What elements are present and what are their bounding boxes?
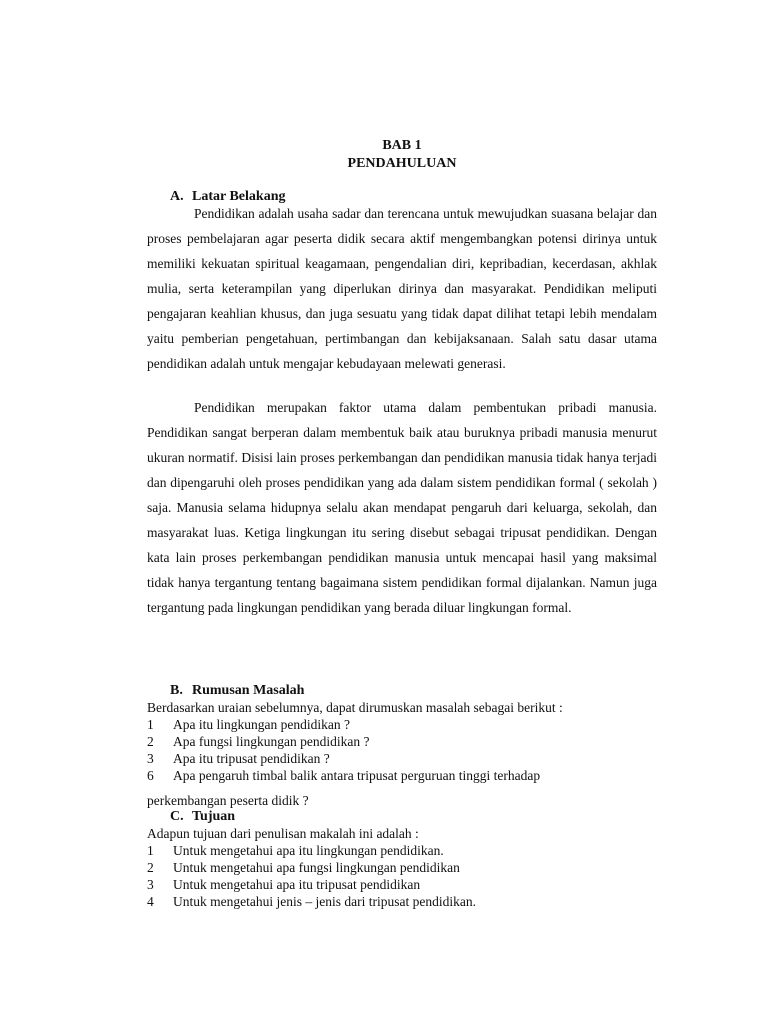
paragraph-1-text: Pendidikan adalah usaha sadar dan terencana untuk mewujudkan suasana belajar dan proses pembelajaran agar peserta didik secara aktif mengembangkan potensi dirinya untuk memiliki kekuatan spiritual keagamaan, pengendalian diri, kepribadian, kecerdasan, akhlak mulia, serta keterampilan yang diperlukan dirinya dan masyarakat. Pendidikan meliputi pengajaran keahlian khusus, dan juga sesuatu yang tidak dapat dilihat tetapi lebih mendalam yaitu pemberian pengetahuan, pertimbangan dan kebijaksanaan. Salah satu dasar utama pendidikan adalah untuk mengajar kebudayaan melewati generasi. xyxy=(147,206,657,371)
list-text: Apa pengaruh timbal balik antara tripusat perguruan tinggi terhadap xyxy=(173,768,541,783)
objective-list xyxy=(147,843,657,911)
list-number: 1 xyxy=(147,717,154,732)
list-number: 6 xyxy=(147,768,154,783)
list-text: Apa itu lingkungan pendidikan ? xyxy=(173,717,350,732)
list-number: 1 xyxy=(147,843,154,858)
list-item xyxy=(147,734,657,751)
list-text: Untuk mengetahui jenis – jenis dari tripusat pendidikan. xyxy=(173,894,476,909)
section-c-intro: Adapun tujuan dari penulisan makalah ini adalah : xyxy=(147,826,419,841)
section-b-intro: Berdasarkan uraian sebelumnya, dapat dirumuskan masalah sebagai berikut : xyxy=(147,700,563,715)
section-b-title: Rumusan Masalah xyxy=(192,683,305,698)
list-item xyxy=(147,877,657,894)
chapter-title: BAB 1 xyxy=(382,138,422,153)
problem-list xyxy=(147,717,657,785)
list-item xyxy=(147,860,657,877)
list-number: 3 xyxy=(147,877,154,892)
list-text: Apa itu tripusat pendidikan ? xyxy=(173,751,330,766)
list-number: 2 xyxy=(147,734,154,749)
list-text: Untuk mengetahui apa itu lingkungan pendidikan. xyxy=(173,843,444,858)
section-a-letter: A. xyxy=(170,189,184,204)
section-c-title: Tujuan xyxy=(192,809,236,824)
list-text: Apa fungsi lingkungan pendidikan ? xyxy=(173,734,370,749)
list-item xyxy=(147,768,657,785)
list-number: 3 xyxy=(147,751,154,766)
list-continuation: perkembangan peserta didik ? xyxy=(147,793,309,808)
list-number: 4 xyxy=(147,894,154,909)
list-text: Untuk mengetahui apa fungsi lingkungan pendidikan xyxy=(173,860,460,875)
list-text: Untuk mengetahui apa itu tripusat pendidikan xyxy=(173,877,421,892)
chapter-subtitle: PENDAHULUAN xyxy=(347,156,457,171)
paragraph-2-text: Pendidikan merupakan faktor utama dalam pembentukan pribadi manusia. Pendidikan sangat berperan dalam membentuk baik atau buruknya pribadi manusia menurut ukuran normatif. Disisi lain proses perkembangan dan pendidikan manusia tidak hanya terjadi dan dipengaruhi oleh proses pendidikan yang ada dalam sistem pendidikan formal ( sekolah ) saja. Manusia selama hidupnya selalu akan mendapat pengaruh dari keluarga, sekolah, dan masyarakat luas. Ketiga lingkungan itu sering disebut sebagai tripusat pendidikan. Dengan kata lain proses perkembangan pendidikan manusia untuk mencapai hasil yang maksimal tidak hanya tergantung tentang bagaimana sistem pendidikan formal dijalankan. Namun juga tergantung pada lingkungan pendidikan yang berada diluar lingkungan formal. xyxy=(147,400,657,615)
section-a-paragraph-1 xyxy=(147,201,657,376)
section-c-letter: C. xyxy=(170,809,184,824)
section-b-letter: B. xyxy=(170,683,183,698)
section-a-title: Latar Belakang xyxy=(192,189,286,204)
list-number: 2 xyxy=(147,860,154,875)
list-item xyxy=(147,843,657,860)
list-item xyxy=(147,751,657,768)
section-a-paragraph-2 xyxy=(147,395,657,620)
list-item xyxy=(147,894,657,911)
list-item xyxy=(147,717,657,734)
